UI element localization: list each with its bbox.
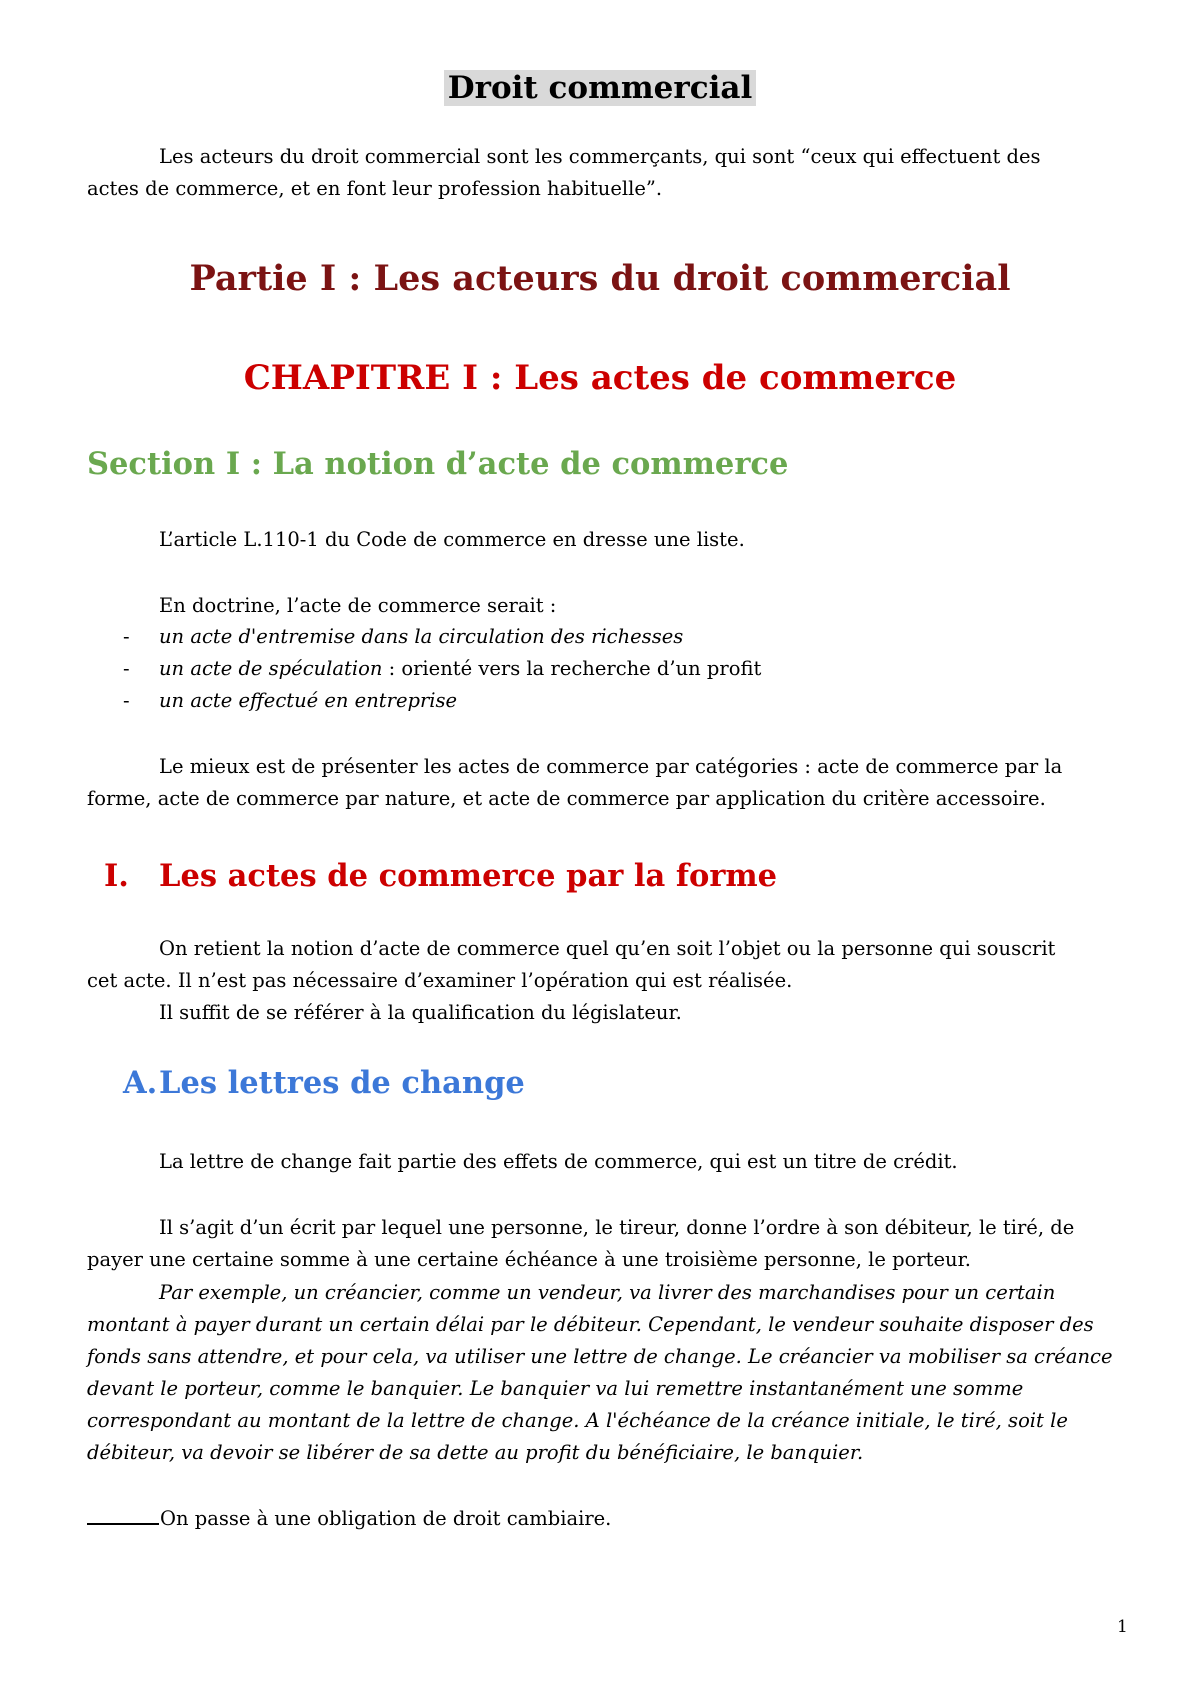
exemple-line: devant le porteur, comme le banquier. Le banquier va lui remettre instantanément une somme (87, 1377, 1024, 1400)
heading-A-number: A. (123, 1065, 158, 1101)
chapitre-heading: CHAPITRE I : Les actes de commerce (243, 358, 957, 398)
exemple-line: fonds sans attendre, et pour cela, va utiliser une lettre de change. Le créancier va mobiliser sa créance (87, 1345, 1113, 1368)
doctrine-item: un acte effectué en entreprise (159, 689, 458, 712)
lettre-definition: La lettre de change fait partie des effets de commerce, qui est un titre de crédit. (159, 1150, 958, 1173)
doctrine-item: un acte de spéculation : orienté vers la recherche d’un profit (159, 657, 762, 680)
heading-I-number: I. (104, 858, 129, 894)
underline-blank (87, 1523, 159, 1525)
exemple-line: Par exemple, un créancier, comme un vendeur, va livrer des marchandises pour un certain (159, 1281, 1056, 1304)
categories-line-2: forme, acte de commerce par nature, et acte de commerce par application du critère accessoire. (87, 787, 1046, 810)
doctrine-item: un acte d'entremise dans la circulation des richesses (159, 625, 684, 648)
doctrine-intro: En doctrine, l’acte de commerce serait : (159, 594, 557, 617)
exemple-line: montant à payer durant un certain délai par le débiteur. Cependant, le vendeur souhaite disposer des (87, 1313, 1094, 1336)
forme-line-1: On retient la notion d’acte de commerce quel qu’en soit l’objet ou la personne qui souscrit (159, 937, 1056, 960)
intro-line-2: actes de commerce, et en font leur profession habituelle”. (87, 177, 663, 200)
document-title: Droit commercial (0, 70, 1200, 106)
partie-heading: Partie I : Les acteurs du droit commercial (189, 258, 1011, 299)
ecrit-line-1: Il s’agit d’un écrit par lequel une personne, le tireur, donne l’ordre à son débiteur, le tiré, de (159, 1216, 1075, 1239)
categories-line-1: Le mieux est de présenter les actes de commerce par catégories : acte de commerce par la (159, 755, 1063, 778)
ecrit-line-2: payer une certaine somme à une certaine échéance à une troisième personne, le porteur. (87, 1248, 971, 1271)
cambiaire-line: On passe à une obligation de droit cambiaire. (87, 1503, 611, 1535)
bullet-marker: - (123, 657, 130, 680)
forme-line-2: cet acte. Il n’est pas nécessaire d’examiner l’opération qui est réalisée. (87, 969, 793, 992)
bullet-marker: - (123, 689, 130, 712)
bullet-marker: - (123, 625, 130, 648)
heading-A-text: Les lettres de change (159, 1065, 525, 1101)
exemple-line: correspondant au montant de la lettre de change. A l'échéance de la créance initiale, le tiré, soit le (87, 1409, 1068, 1432)
exemple-line: débiteur, va devoir se libérer de sa dette au profit du bénéficiaire, le banquier. (87, 1441, 864, 1464)
article-paragraph: L’article L.110-1 du Code de commerce en dresse une liste. (159, 528, 745, 551)
page-number: 1 (1117, 1617, 1128, 1637)
section-heading: Section I : La notion d’acte de commerce (87, 446, 789, 482)
heading-I-text: Les actes de commerce par la forme (159, 858, 778, 894)
forme-line-3: Il suffit de se référer à la qualification du législateur. (159, 1001, 682, 1024)
intro-line-1: Les acteurs du droit commercial sont les commerçants, qui sont “ceux qui effectuent des (159, 145, 1041, 168)
